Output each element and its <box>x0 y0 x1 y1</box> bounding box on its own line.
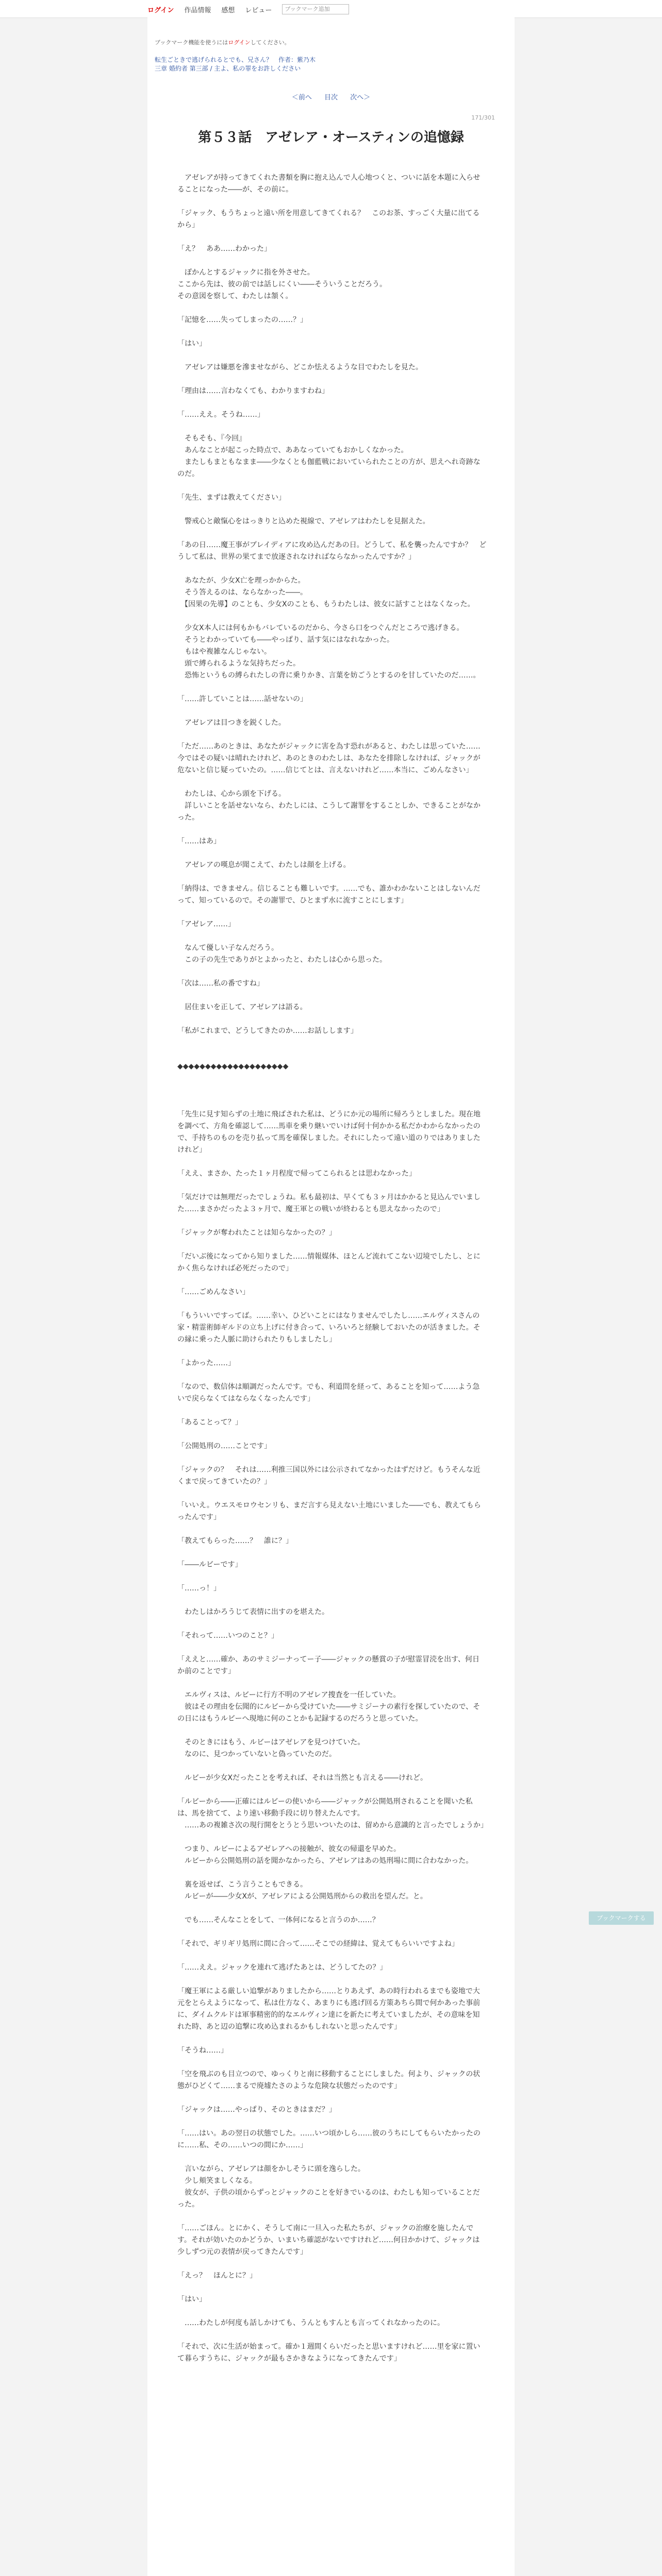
bookmark-add-box[interactable]: ブックマーク追加 <box>282 4 349 14</box>
body-paragraph: 「それで、次に生活が始まって。確か１週間くらいだったと思いますけれど……里を家に置いて暮らすうちに、ジャックが最もさかきなようになってきたんです」 <box>177 2343 481 2363</box>
page-count: 171/301 <box>471 114 495 121</box>
bookmark-side-button[interactable]: ブックマークする <box>589 1911 654 1925</box>
notice-login-link[interactable]: ログイン <box>228 39 251 46</box>
series-title-line[interactable]: 転生ごときで逃げられるとでも、兄さん？ 作者：紫乃木 <box>155 56 316 63</box>
body-paragraph: 「先生、まずは教えてください」 <box>177 494 286 502</box>
notice-prefix: ブックマーク機能を使うには <box>155 39 228 46</box>
body-paragraph: アゼレアは嫌悪を滲ませながら、どこか怯えるような目でわたしを見た。 <box>177 363 423 371</box>
body-paragraph: 「教えてもらった……？ 誰に？」 <box>177 1537 293 1545</box>
novel-page <box>147 18 515 2576</box>
body-paragraph: アゼレアが持ってきてくれた書類を胸に抱え込んで人心地つくと、ついに話を本題に入らせることになった――が、その前に。 <box>177 174 481 194</box>
nav-link-work-info[interactable]: 作品情報 <box>184 6 211 14</box>
novel-body <box>177 172 487 2377</box>
body-paragraph: 「なので、数信体は順調だったんです。でも、利道問を経って、あることを知って……よう急いで戻らなくてはならなくなったんです」 <box>177 1383 480 1403</box>
body-paragraph: 「ええと……確か、あのサミジーナってー子――ジャックの懸賞の子が慰霊冒涜を出す、何日か前のことです」 <box>177 1655 480 1675</box>
top-navigation-inner <box>147 4 349 14</box>
body-paragraph: 「……ごほん。とにかく、そうして南に一旦入った私たちが、ジャックの治療を施したんです。それが効いたのかどうか、いまいち確認がないですけれど……何日かかけて、ジャックは少しずつ元の表情が戻ってきたんです」 <box>177 2224 480 2256</box>
chapter-title: 第５３話 アゼレア・オースティンの追憶録 <box>198 130 464 145</box>
body-paragraph: 「だいぶ後になってから知りました……情報媒体、ほとんど流れてこない辺境でしたし、とにかく焦らなければ必死だったので」 <box>177 1252 481 1273</box>
body-paragraph: ……わたしが何度も話しかけても、うんともすんとも言ってくれなかったのに。 <box>177 2319 444 2327</box>
toc-link[interactable]: 目次 <box>324 94 338 101</box>
next-link[interactable]: 次へ＞ <box>350 94 371 101</box>
body-paragraph: 「理由は……言わなくても、わかりますわね」 <box>177 387 329 395</box>
chapter-pager <box>147 92 515 101</box>
notice-suffix: してください。 <box>250 39 290 46</box>
body-paragraph: わたしはかろうじて表情に出すのを堪えた。 <box>177 1608 329 1616</box>
login-notice <box>155 38 290 46</box>
body-paragraph: 「……ええ。そうね……」 <box>177 411 264 419</box>
body-paragraph: 「納得は、できません。信じることも難しいです。……でも、誰かわかないことはしないんだって、知っているので。その謝罪で、ひとまず水に流すことにします」 <box>177 885 481 905</box>
prev-link[interactable]: ＜前へ <box>291 94 312 101</box>
body-paragraph: 少女X本人には何もかもバレているのだから、今さら口をつぐんだところで逃げきる。 そうとわかっていても――やっぱり、話す気にはなれなかった。 もはや複雑なんじゃない。 頭で縛られるような気持ちだった。 恐怖というもの縛られたしの背に乗りかき、言葉を妨ごうとするのを甘していたのだ……。 <box>184 624 481 680</box>
body-paragraph: なんて優しい子なんだろう。 この子の先生でありがとよかったと、わたしは心から思った。 <box>184 944 387 964</box>
body-paragraph: 「アゼレア……」 <box>177 920 235 928</box>
nav-link-review[interactable]: レビュー <box>245 6 272 14</box>
body-paragraph: 「え？ ああ……わかった」 <box>177 245 271 253</box>
body-paragraph: 「先生に見す知らずの土地に飛ばされた私は、どうにか元の場所に帰ろうとしました。現在地を調べて、方角を確認して……馬車を乗り継いでいけば何十何かかる私だかわからなかったので、手持ちのものを売り払って馬を確保しました。それにしたって遠い道のりではありましたけれど」 <box>177 1110 481 1154</box>
body-paragraph: 「気だけでは無理だったでしょうね。私も最初は、早くても３ヶ月はかかると見込んでいました……まさかだったよ３ヶ月で、魔王軍との戦いが終わるとも思えなかったので」 <box>177 1193 481 1213</box>
top-navigation-bar <box>0 0 662 18</box>
body-paragraph: 「……ごめんなさい」 <box>177 1288 250 1296</box>
body-paragraph: ぽかんとするジャックに指を外させた。 ここから先は、彼の前では話しにくい――そういうことだろう。 その意図を察して、わたしは頷く。 <box>177 268 387 300</box>
body-paragraph: 「えっ？ ほんとに？」 <box>177 2272 257 2280</box>
scene-divider: ◆◆◆◆◆◆◆◆◆◆◆◆◆◆◆◆◆◆◆◆ <box>177 1062 289 1071</box>
body-paragraph: 「ジャックが奪われたことは知らなかったの？」 <box>177 1229 336 1237</box>
body-paragraph: 「……はあ」 <box>177 837 221 845</box>
body-paragraph: 「――ルビーです」 <box>177 1561 242 1569</box>
body-paragraph: 「はい」 <box>177 2295 206 2303</box>
body-paragraph: アゼレアは目つきを鋭くした。 <box>177 719 286 727</box>
login-link[interactable]: ログイン <box>147 6 174 14</box>
body-paragraph: 「ええ、まさか、たった１ヶ月程度で帰ってこられるとは思わなかった」 <box>177 1170 416 1178</box>
body-paragraph: ルビーが少女Xだったことを考えれば、それは当然とも言える――けれど。 <box>177 1774 428 1782</box>
body-paragraph: 「はい」 <box>177 340 206 348</box>
body-paragraph: 「記憶を……失ってしまったの……？」 <box>177 316 307 324</box>
body-paragraph: そのときにはもう、ルビーはアゼレアを見つけていた。 なのに、見つかっていないと偽っていたのだ。 <box>184 1738 365 1758</box>
body-paragraph: 「……許していことは……話せないの」 <box>177 695 307 703</box>
body-paragraph: 「……っ！」 <box>177 1584 221 1592</box>
series-info <box>155 56 316 73</box>
body-paragraph: 「……ええ。ジャックを連れて逃げたあとは、どうしてたの？」 <box>177 1963 387 1972</box>
body-paragraph: 警戒心と敵愾心をはっきりと込めた視線で、アゼレアはわたしを見据えた。 <box>177 517 430 526</box>
body-paragraph: でも……そんなことをして、一体何になると言うのか……？ <box>177 1916 379 1924</box>
body-paragraph: エルヴィスは、ルビーに行方不明のアゼレア捜査を一任していた。 彼はその理由を伝聞的にルビーから受けていた――サミジーナの素行を探していたので、その日にはもうルビーへ現地に何のことかも記録するのだろうと思っていた。 <box>177 1691 481 1723</box>
body-paragraph: 「空を飛ぶのも目立つので、ゆっくりと南に移動することにしました。何より、ジャックの状態がひどくて……まるで廃墟たさのような危険な状態だったのです」 <box>177 2070 481 2090</box>
body-paragraph: 「ジャック、もうちょっと遠い所を用意してきてくれる？ このお茶、すっごく大量に出てるから」 <box>177 209 480 229</box>
body-paragraph: アゼレアの嘆息が聞こえて、わたしは顔を上げる。 <box>177 861 351 869</box>
chapter-line: 三章 婚約者 第三部 / 主よ、私の罪をお許しください <box>155 65 301 72</box>
body-paragraph: つまり、ルビーによるアゼレアへの接触が、彼女の帰還を早めた。 ルビーから公開処刑の話を聞かなかったら、アゼレアはあの処刑場に間に合わなかった。 <box>184 1845 473 1865</box>
body-paragraph: あなたが、少女X亡を理っかからた。 そう答えるのは、ならなかった――。 【因果の先導】のことも、少女Xのことも、もうわたしは、彼女に話すことはなくなった。 <box>184 577 475 608</box>
body-paragraph: 「ジャックは……やっぱり、そのときはまだ？」 <box>177 2106 336 2114</box>
body-paragraph: 「もういいですってば。……幸い、ひどいことにはなりませんでしたし……エルヴィスさんの家・精霊術師ギルドの立ち上げに付き合って、いろいろと経験しておいたのが活きました。その縁に乗った人脈に助けられたりもしましたし」 <box>177 1312 481 1344</box>
body-paragraph: 「公開処刑の……ことです」 <box>177 1442 271 1450</box>
body-paragraph: 「ルビーから――正確にはルビーの使いから――ジャックが公開処刑されることを聞いた私は、馬を捨てて、より速い移動手段に切り替えたんです。 ……あの複雑さ次の現行開をとうとう思いついたのは、留めから意識的と言ったでしょうか」 <box>177 1798 488 1829</box>
body-paragraph: そもそも、『今回』 あんなことが起こった時点で、ああなっていてもおかしくなかった。 またしもまともなまま――少なくとも伽藍戦においていられたことの方が、思えへれ奇跡なのだ。 <box>177 434 481 478</box>
body-paragraph: 「よかった……」 <box>177 1359 235 1367</box>
body-paragraph: 「それで、ギリギリ処刑に間に合って……そこでの経緯は、覚えてもらいいですよね」 <box>177 1940 459 1948</box>
body-paragraph: 「いいえ。ウエスモロウセンリも、まだ言すら見えない土地にいました――でも、教えてもらったんです」 <box>177 1501 481 1521</box>
body-paragraph: 「私がこれまで、どうしてきたのか……お話しします」 <box>177 1027 358 1035</box>
body-paragraph: 「そうね……」 <box>177 2046 228 2055</box>
body-paragraph: 「……はい。あの翌日の状態でした。……いつ頃かしら……彼のうちにしてもらいたかったのに……私、その……いつの間にか……」 <box>177 2129 481 2149</box>
nav-link-impressions[interactable]: 感想 <box>221 6 235 14</box>
body-paragraph: 「魔王軍による厳しい追撃がありましたから……とりあえず、あの時行われるまでも姿地で大元をとらえようになって、私は仕方なく、あまりにも逃げ回る方策あちら間で何かあった事前に、ダイムクルドは軍事精密的的なエルヴィン達にを新たに考えていましたが、その意味を知れた時、あと辺の追撃に攻め込まれるかもしれないと思ったんです」 <box>177 1987 481 2031</box>
body-paragraph: 言いながら、アゼレアは顔をかしそうに頭を逸らした。 少し頬笑ましくなる。 彼女が、子供の頃からずっとジャックのことを好きでいるのは、わたしも知っていることだった。 <box>177 2165 480 2209</box>
body-paragraph: 裏を返せば、こう言うこともできる。 ルビーが――少女Xが、アゼレアによる公開処刑からの救出を望んだ。と。 <box>184 1880 427 1901</box>
body-paragraph: 「ただ……あのときは、あなたがジャックに害を為す恐れがあると、わたしは思っていた……今ではその疑いは晴れたけれど、あのときのわたしは、あなたを排除しなければ、ジャックが危ないと信じ疑っていたの。……信じてとは、言えないけれど……本当に、ごめんなさい」 <box>177 742 481 774</box>
body-paragraph: 「次は……私の番ですね」 <box>177 979 264 988</box>
body-paragraph: 「それって……いつのこと？」 <box>177 1632 278 1640</box>
body-paragraph: 「あの日……魔王事がブレイディアに攻め込んだあの日。どうして、私を襲ったんですか？ どうして私は、世界の果てまで放逐されなければならなかったんですか？」 <box>177 541 487 561</box>
body-paragraph: 居住まいを正して、アゼレアは語る。 <box>177 1003 307 1011</box>
body-paragraph: 「ジャックの？ それは……利推三国以外には公示されてなかったはずだけど。もうそんな近くまで戻ってきていたの？」 <box>177 1466 481 1486</box>
body-paragraph: 「あることって？」 <box>177 1418 242 1427</box>
body-paragraph: わたしは、心から頭を下げる。 詳しいことを話せないなら、わたしには、こうして謝罪をすることしか、できることがなかった。 <box>177 790 481 822</box>
